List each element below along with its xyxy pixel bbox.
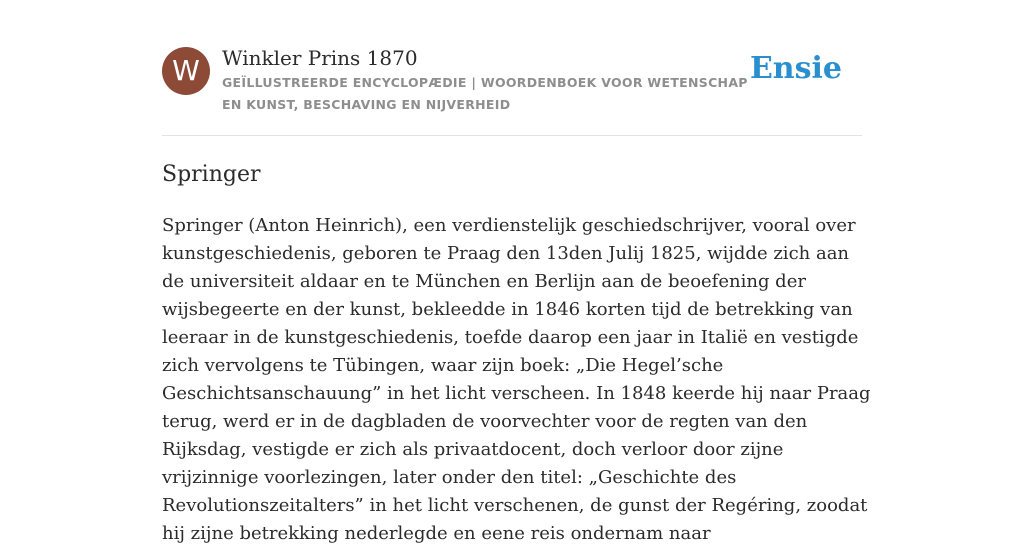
ensie-logo-link[interactable]: Ensie	[749, 51, 842, 86]
entry-body: Springer (Anton Heinrich), een verdienstelijk geschiedschrijver, vooral over kunstgeschiedenis, geboren te Praag den 13den Julij 1825, wijdde zich aan de universiteit aldaar en te München en Berlijn aan de beoefening der wijsbegeerte en der kunst, bekleedde in 1846 korten tijd de betrekking van leeraar in de kunstgeschiedenis, toefde daarop een jaar in Italië en vestigde zich vervolgens te Tübingen, waar zijn boek: „Die Hegel’sche Geschichtsanschauung” in het licht verscheen. In 1848 keerde hij naar Praag terug, werd er in de dagbladen de voorvechter voor de regten van den Rijksdag, vestigde er zich als privaatdocent, doch verloor door zijne vrijzinnige voorlezingen, later onder den titel: „Geschichte des Revolutionszeitalters” in het licht verschenen, de gunst der Regéring, zoodat hij zijne betrekking nederlegde en eene reis ondernam naar	[162, 215, 871, 544]
book-subtitle: GEÏLLUSTREERDE ENCYCLOPÆDIE | WOORDENBOEK VOOR WETENSCHAP EN KUNST, BESCHAVING EN NIJVERHEID	[222, 75, 748, 112]
book-header	[162, 46, 862, 116]
book-avatar[interactable]: W	[162, 47, 210, 95]
book-title[interactable]: Winkler Prins 1870	[222, 46, 418, 70]
entry-title: Springer	[162, 162, 261, 187]
header-divider	[162, 135, 862, 136]
